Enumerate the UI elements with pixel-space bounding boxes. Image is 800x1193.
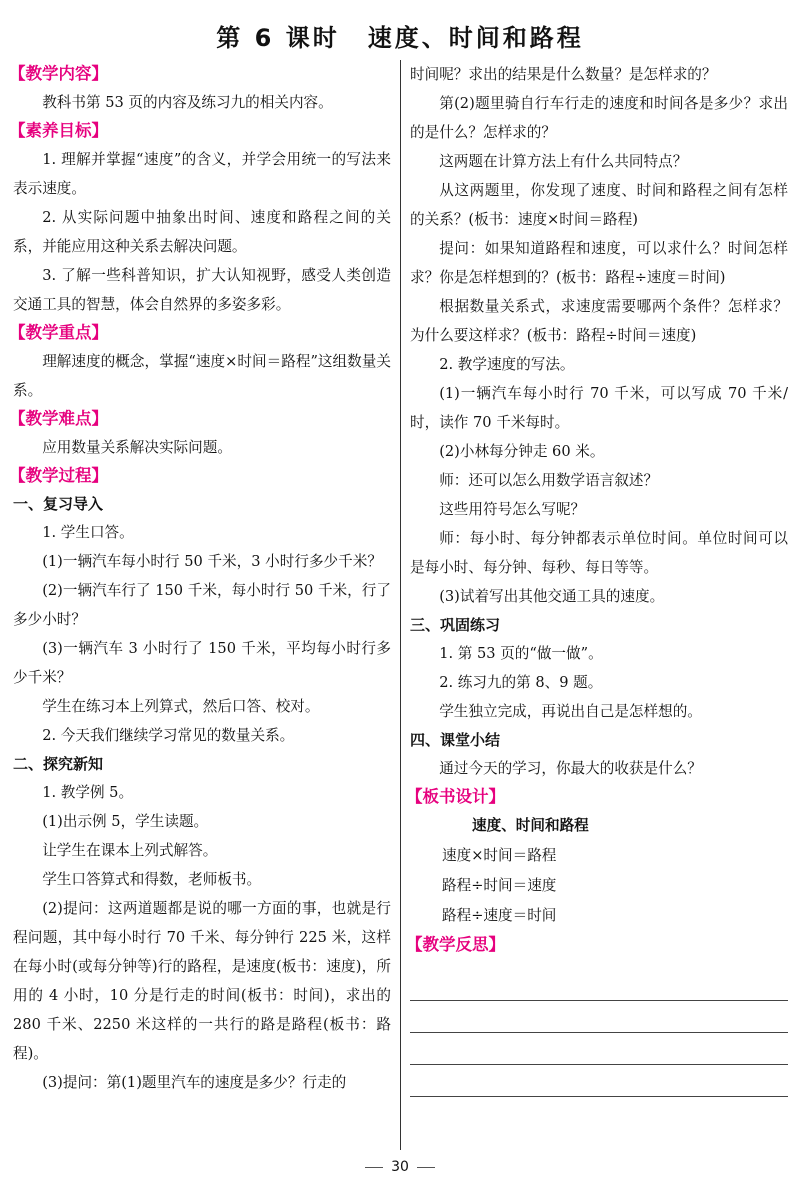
part2-continued-line: 第(2)题里骑自行车行走的速度和时间各是多少？求出的是什么？怎样求的？: [410, 95, 788, 141]
part2-continued-line: 这两题在计算方法上有什么共同特点？: [439, 153, 688, 170]
heading-difficulty: 【教学难点】: [9, 409, 108, 428]
part3-title: 三、巩固练习: [410, 616, 501, 634]
part1-line: 1. 学生口答。: [42, 524, 134, 541]
part3-line: 2. 练习九的第 8、9 题。: [439, 674, 603, 691]
part2-line: (2)提问：这两道题都是说的哪一方面的事，也就是行程问题，其中每小时行 70 千米、每分钟行 225 米，这样在每小时(或每分钟等)行的路程，是速度(板书：速度)，所用的 4 小时，10 分是行走的时间(板书：时间)，求出的 280 千米、2250 米这样的一共行的路是路程(板书：路程)。: [13, 900, 391, 1062]
part2-continued-line: 时间呢？求出的结果是什么数量？是怎样求的？: [410, 66, 717, 83]
writing-line: [410, 969, 788, 1001]
board-line: 速度×时间＝路程: [442, 847, 557, 864]
page-number-value: 30: [391, 1159, 409, 1175]
part2-title: 二、探究新知: [13, 755, 104, 773]
page-number: [0, 1159, 800, 1175]
part1-line: (2)一辆汽车行了 150 千米，每小时行 50 千米，行了多少小时？: [13, 582, 391, 628]
part1-line: (3)一辆汽车 3 小时行了 150 千米，平均每小时行多少千米？: [13, 640, 391, 686]
part1-title: 一、复习导入: [13, 495, 104, 513]
heading-process: 【教学过程】: [9, 466, 108, 485]
lesson-topic: 速度、时间和路程: [367, 24, 584, 52]
part2-continued-line: 师：每小时、每分钟都表示单位时间。单位时间可以是每小时、每分钟、每秒、每日等等。: [410, 530, 788, 576]
part2-line: (3)提问：第(1)题里汽车的速度是多少？行走的: [42, 1074, 347, 1091]
right-column: [406, 60, 788, 1097]
part2-line: 让学生在课本上列式解答。: [42, 842, 218, 859]
content-text: 教科书第 53 页的内容及练习九的相关内容。: [42, 94, 333, 111]
part1-line: (1)一辆汽车每小时行 50 千米，3 小时行多少千米？: [42, 553, 382, 570]
part3-line: 1. 第 53 页的“做一做”。: [439, 645, 603, 662]
part3-line: 学生独立完成，再说出自己是怎样想的。: [439, 703, 702, 720]
board-line: 路程÷速度＝时间: [442, 907, 557, 924]
difficulty-text: 应用数量关系解决实际问题。: [42, 439, 232, 456]
page-title: [0, 18, 800, 53]
part2-continued-line: 根据数量关系式，求速度需要哪两个条件？怎样求？为什么要这样求？(板书：路程÷时间＝速度): [410, 298, 788, 344]
heading-board: 【板书设计】: [406, 787, 505, 806]
left-column: [9, 60, 391, 1097]
writing-line: [410, 1001, 788, 1033]
part2-continued-line: 2. 教学速度的写法。: [439, 356, 575, 373]
part2-continued-line: (3)试着写出其他交通工具的速度。: [439, 588, 665, 605]
part2-continued-line: (1)一辆汽车每小时行 70 千米，可以写成 70 千米/时，读作 70 千米每时。: [410, 385, 788, 431]
part2-line: 学生口答算式和得数，老师板书。: [42, 871, 262, 888]
reflection-writing-lines: [410, 969, 788, 1097]
part4-line: 通过今天的学习，你最大的收获是什么？: [439, 760, 702, 777]
part2-line: (1)出示例 5，学生读题。: [42, 813, 209, 830]
column-divider: [400, 60, 401, 1150]
heading-goals: 【素养目标】: [9, 121, 108, 140]
heading-content: 【教学内容】: [9, 64, 108, 83]
page-number-dash: [417, 1167, 435, 1168]
writing-line: [410, 1065, 788, 1097]
part2-continued-line: 从这两题里，你发现了速度、时间和路程之间有怎样的关系？(板书：速度×时间＝路程): [410, 182, 788, 228]
key-text: 理解速度的概念，掌握“速度×时间＝路程”这组数量关系。: [13, 353, 391, 399]
writing-line: [410, 1033, 788, 1065]
part4-title: 四、课堂小结: [410, 731, 501, 749]
part2-continued-line: 师：还可以怎么用数学语言叙述？: [439, 472, 659, 489]
part2-continued-line: (2)小林每分钟走 60 米。: [439, 443, 605, 460]
part1-line: 学生在练习本上列算式，然后口答、校对。: [42, 698, 320, 715]
board-line: 路程÷时间＝速度: [442, 877, 557, 894]
part2-line: 1. 教学例 5。: [42, 784, 134, 801]
part2-continued-line: 提问：如果知道路程和速度，可以求什么？时间怎样求？你是怎样想到的？(板书：路程÷速度＝时间): [410, 240, 788, 286]
board-title: 速度、时间和路程: [472, 817, 589, 834]
heading-reflection: 【教学反思】: [406, 935, 505, 954]
goal-item: 3. 了解一些科普知识，扩大认知视野，感受人类创造交通工具的智慧，体会自然界的多姿多彩。: [13, 267, 391, 313]
part1-line: 2. 今天我们继续学习常见的数量关系。: [42, 727, 295, 744]
heading-key: 【教学重点】: [9, 323, 108, 342]
page-number-dash: [365, 1167, 383, 1168]
goal-item: 1. 理解并掌握“速度”的含义，并学会用统一的写法来表示速度。: [13, 151, 391, 197]
lesson-number: 第 6 课时: [216, 24, 340, 52]
part2-continued-line: 这些用符号怎么写呢？: [439, 501, 586, 518]
goal-item: 2. 从实际问题中抽象出时间、速度和路程之间的关系，并能应用这种关系去解决问题。: [13, 209, 391, 255]
